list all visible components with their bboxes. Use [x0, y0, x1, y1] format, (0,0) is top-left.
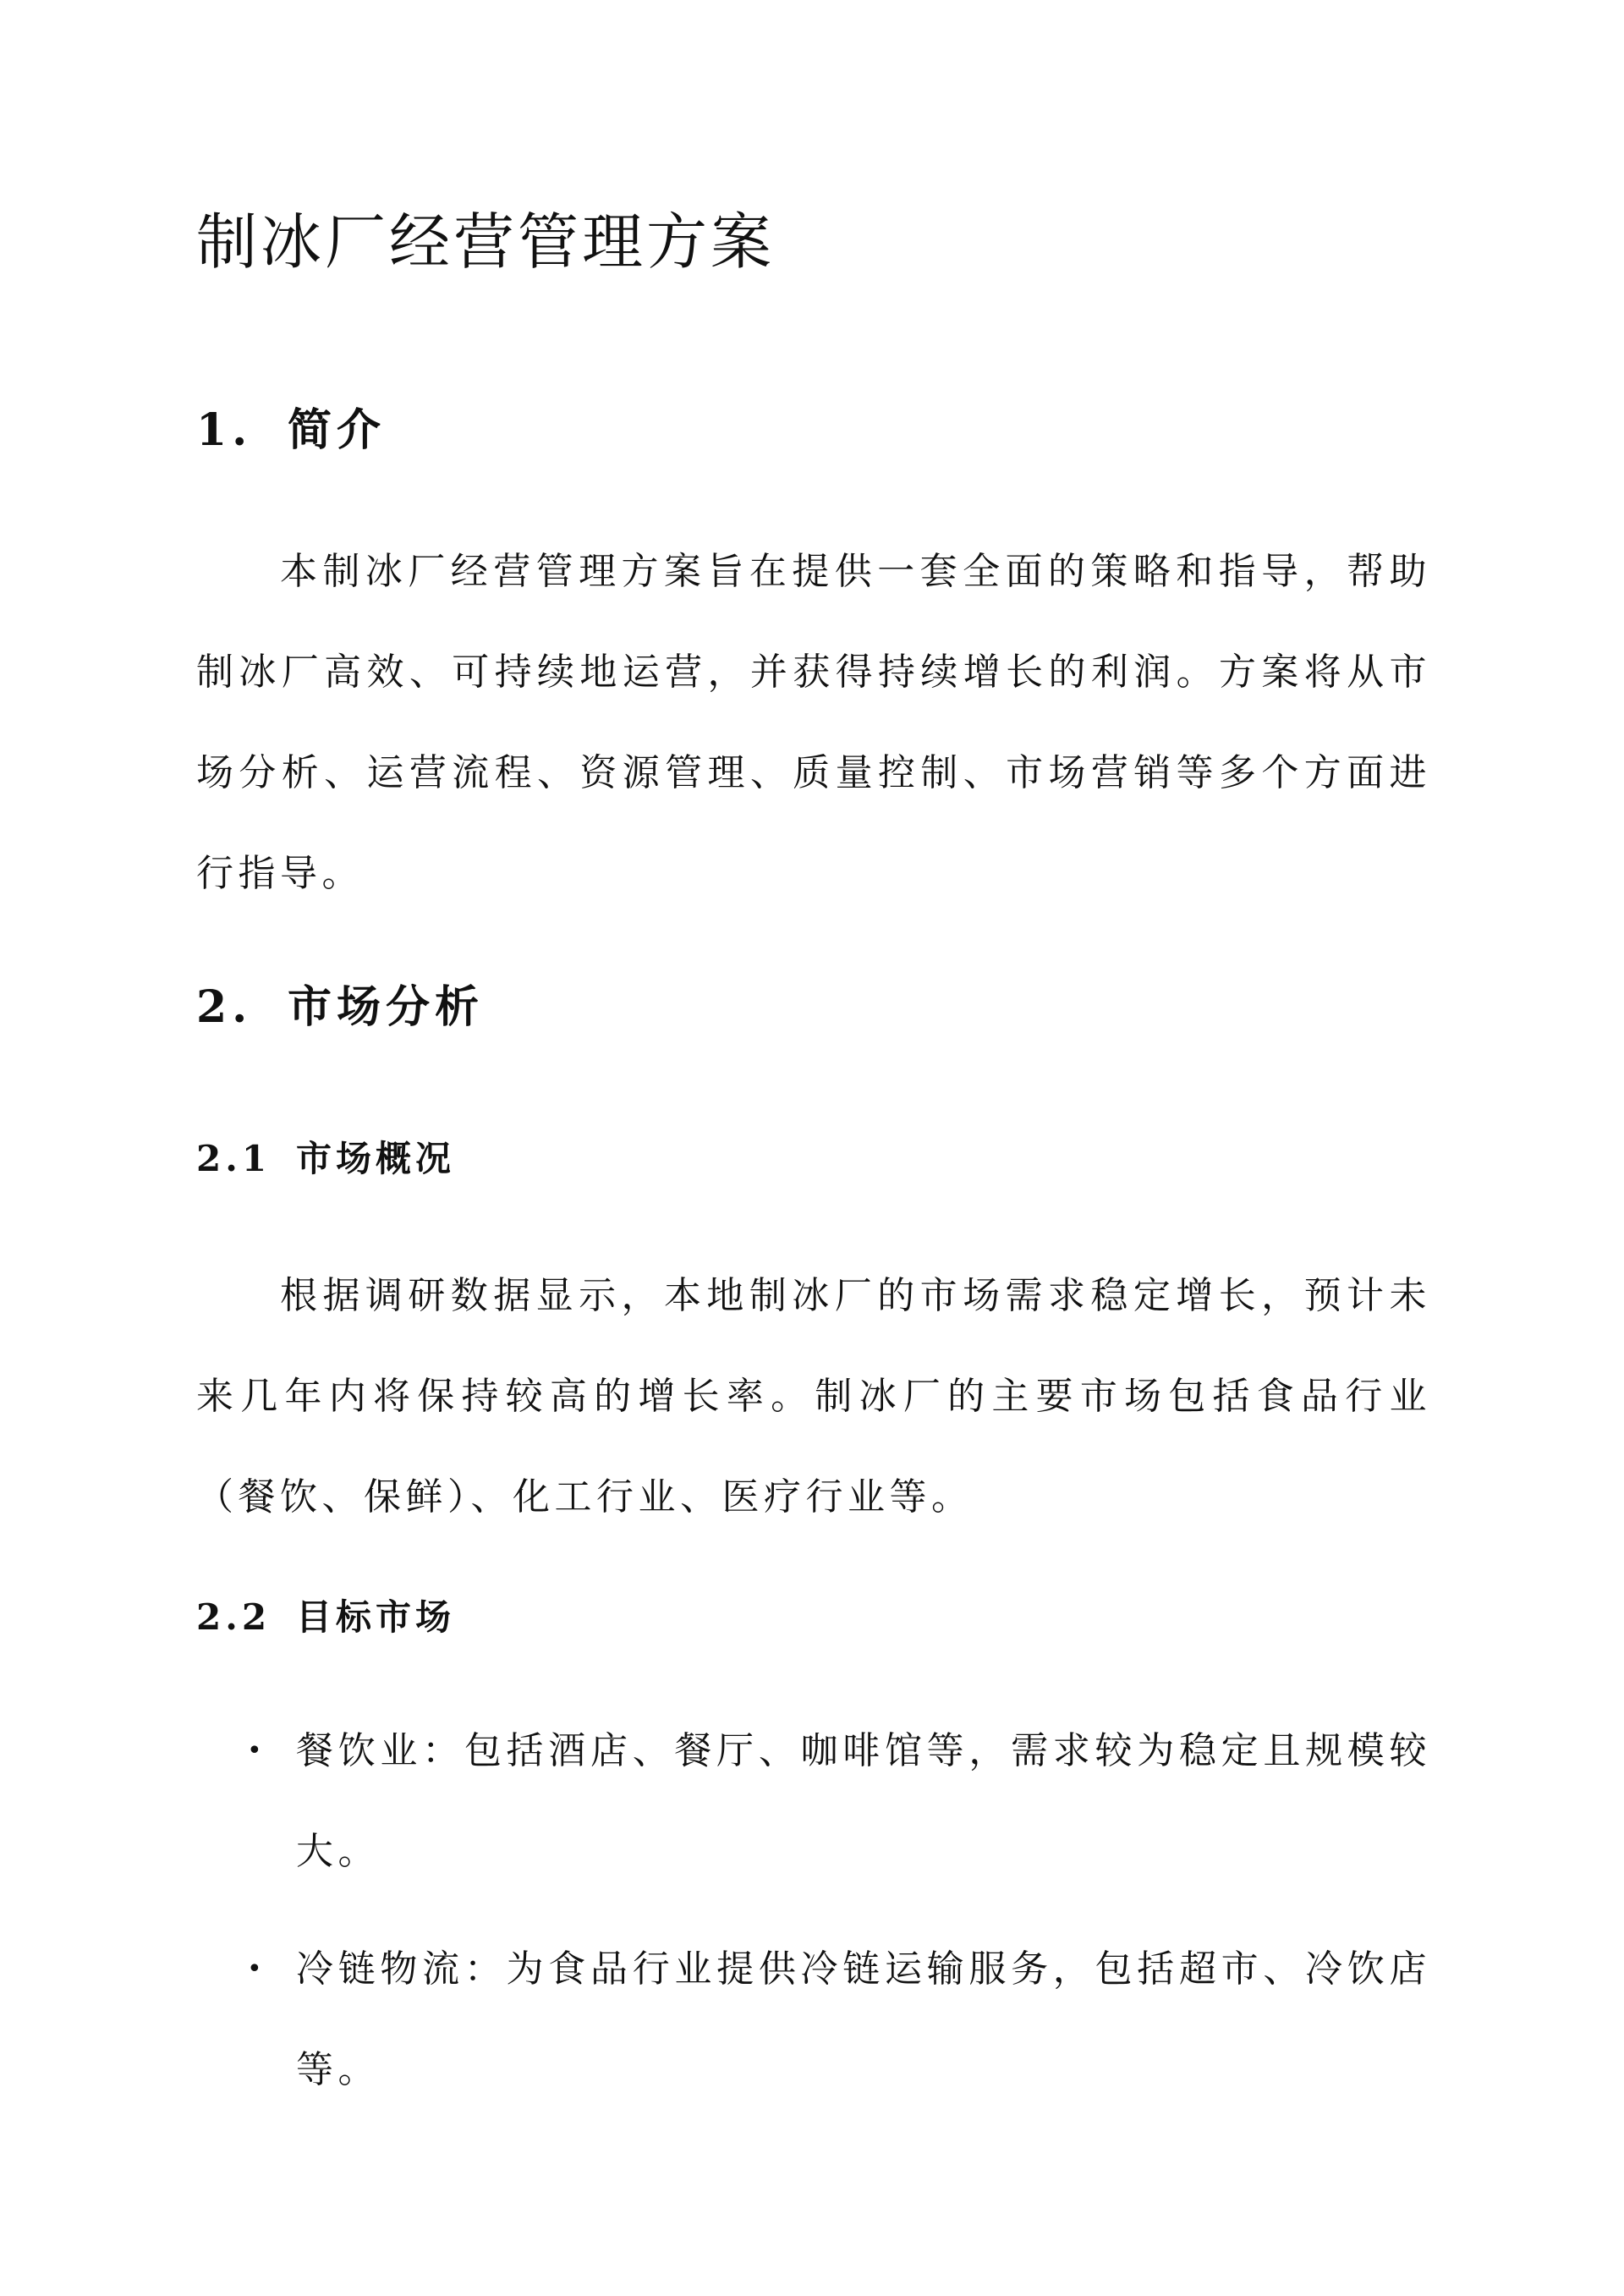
bullet-icon: • — [247, 1736, 267, 1766]
section-heading-intro — [196, 401, 386, 460]
section-title: 市场分析 — [288, 981, 485, 1033]
intro-paragraph: 本制冰厂经营管理方案旨在提供一套全面的策略和指导，帮助制冰厂高效、可持续地运营，并获得持续增长的利润。方案将从市场分析、运营流程、资源管理、质量控制、市场营销等多个方面进行指导。 — [196, 550, 1431, 895]
subsection-number: 2.1 — [196, 1138, 272, 1179]
target-market-list — [196, 1700, 1431, 2137]
market-overview-paragraph: 根据调研数据显示，本地制冰厂的市场需求稳定增长，预计未来几年内将保持较高的增长率。制冰厂的主要市场包括食品行业（餐饮、保鲜）、化工行业、医疗行业等。 — [196, 1274, 1431, 1519]
section-number: 2. — [196, 981, 253, 1033]
list-item — [196, 1919, 1431, 2120]
subsection-heading-market-overview — [196, 1134, 455, 1184]
list-item-text: 冷链物流：为食品行业提供冷链运输服务，包括超市、冷饮店等。 — [296, 1947, 1431, 2091]
section-title: 简介 — [288, 404, 387, 456]
document-title: 制冰厂经营管理方案 — [196, 206, 776, 277]
subsection-number: 2.2 — [196, 1596, 272, 1638]
subsection-title: 市场概况 — [296, 1138, 456, 1179]
section-number: 1. — [196, 404, 253, 456]
section-heading-market-analysis — [196, 978, 484, 1037]
subsection-heading-target-market — [196, 1592, 455, 1643]
bullet-icon: • — [247, 1954, 267, 1984]
list-item — [196, 1700, 1431, 1902]
list-item-text: 餐饮业：包括酒店、餐厅、咖啡馆等，需求较为稳定且规模较大。 — [296, 1729, 1431, 1873]
subsection-title: 目标市场 — [296, 1596, 456, 1638]
